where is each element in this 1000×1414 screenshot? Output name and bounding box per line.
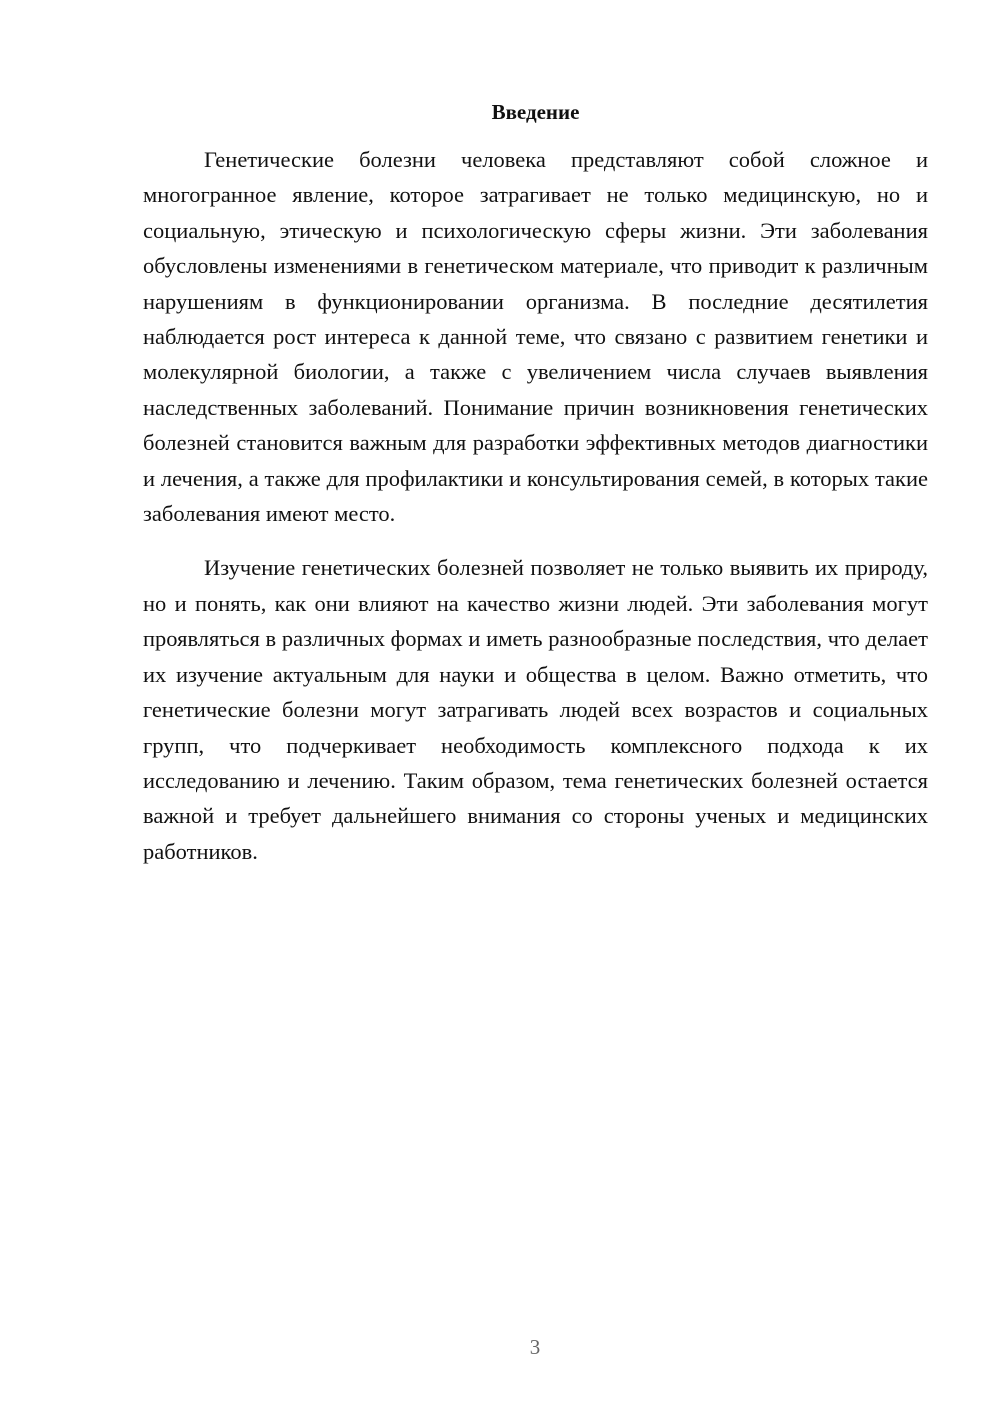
section-heading: Введение bbox=[491, 100, 580, 124]
paragraph-1: Генетические болезни человека представляют собой сложное и многогранное явление, которое затрагивает не только медицинскую, но и социальную, этическую и психологическую сферы жизни. Эти заболевания обусловлены изменениями в генетическом материале, что приводит к различным нарушениям в функционировании организма. В последние десятилетия наблюдается рост интереса к данной теме, что связано с развитием генетики и молекулярной биологии, а также с увеличением числа случаев выявления наследственных заболеваний. Понимание причин возникновения генетических болезней становится важным для разработки эффективных методов диагностики и лечения, а также для профилактики и консультирования семей, в которых такие заболевания имеют место. bbox=[143, 147, 928, 527]
paragraph-2: Изучение генетических болезней позволяет не только выявить их природу, но и понять, как они влияют на качество жизни людей. Эти заболевания могут проявляться в различных формах и иметь разнообразные последствия, что делает их изучение актуальным для науки и общества в целом. Важно отметить, что генетические болезни могут затрагивать людей всех возрастов и социальных групп, что подчеркивает необходимость комплексного подхода к их исследованию и лечению. Таким образом, тема генетических болезней остается важной и требует дальнейшего внимания со стороны ученых и медицинских работников. bbox=[143, 555, 928, 864]
body-text bbox=[143, 142, 928, 869]
page-number: 3 bbox=[529, 1335, 541, 1359]
